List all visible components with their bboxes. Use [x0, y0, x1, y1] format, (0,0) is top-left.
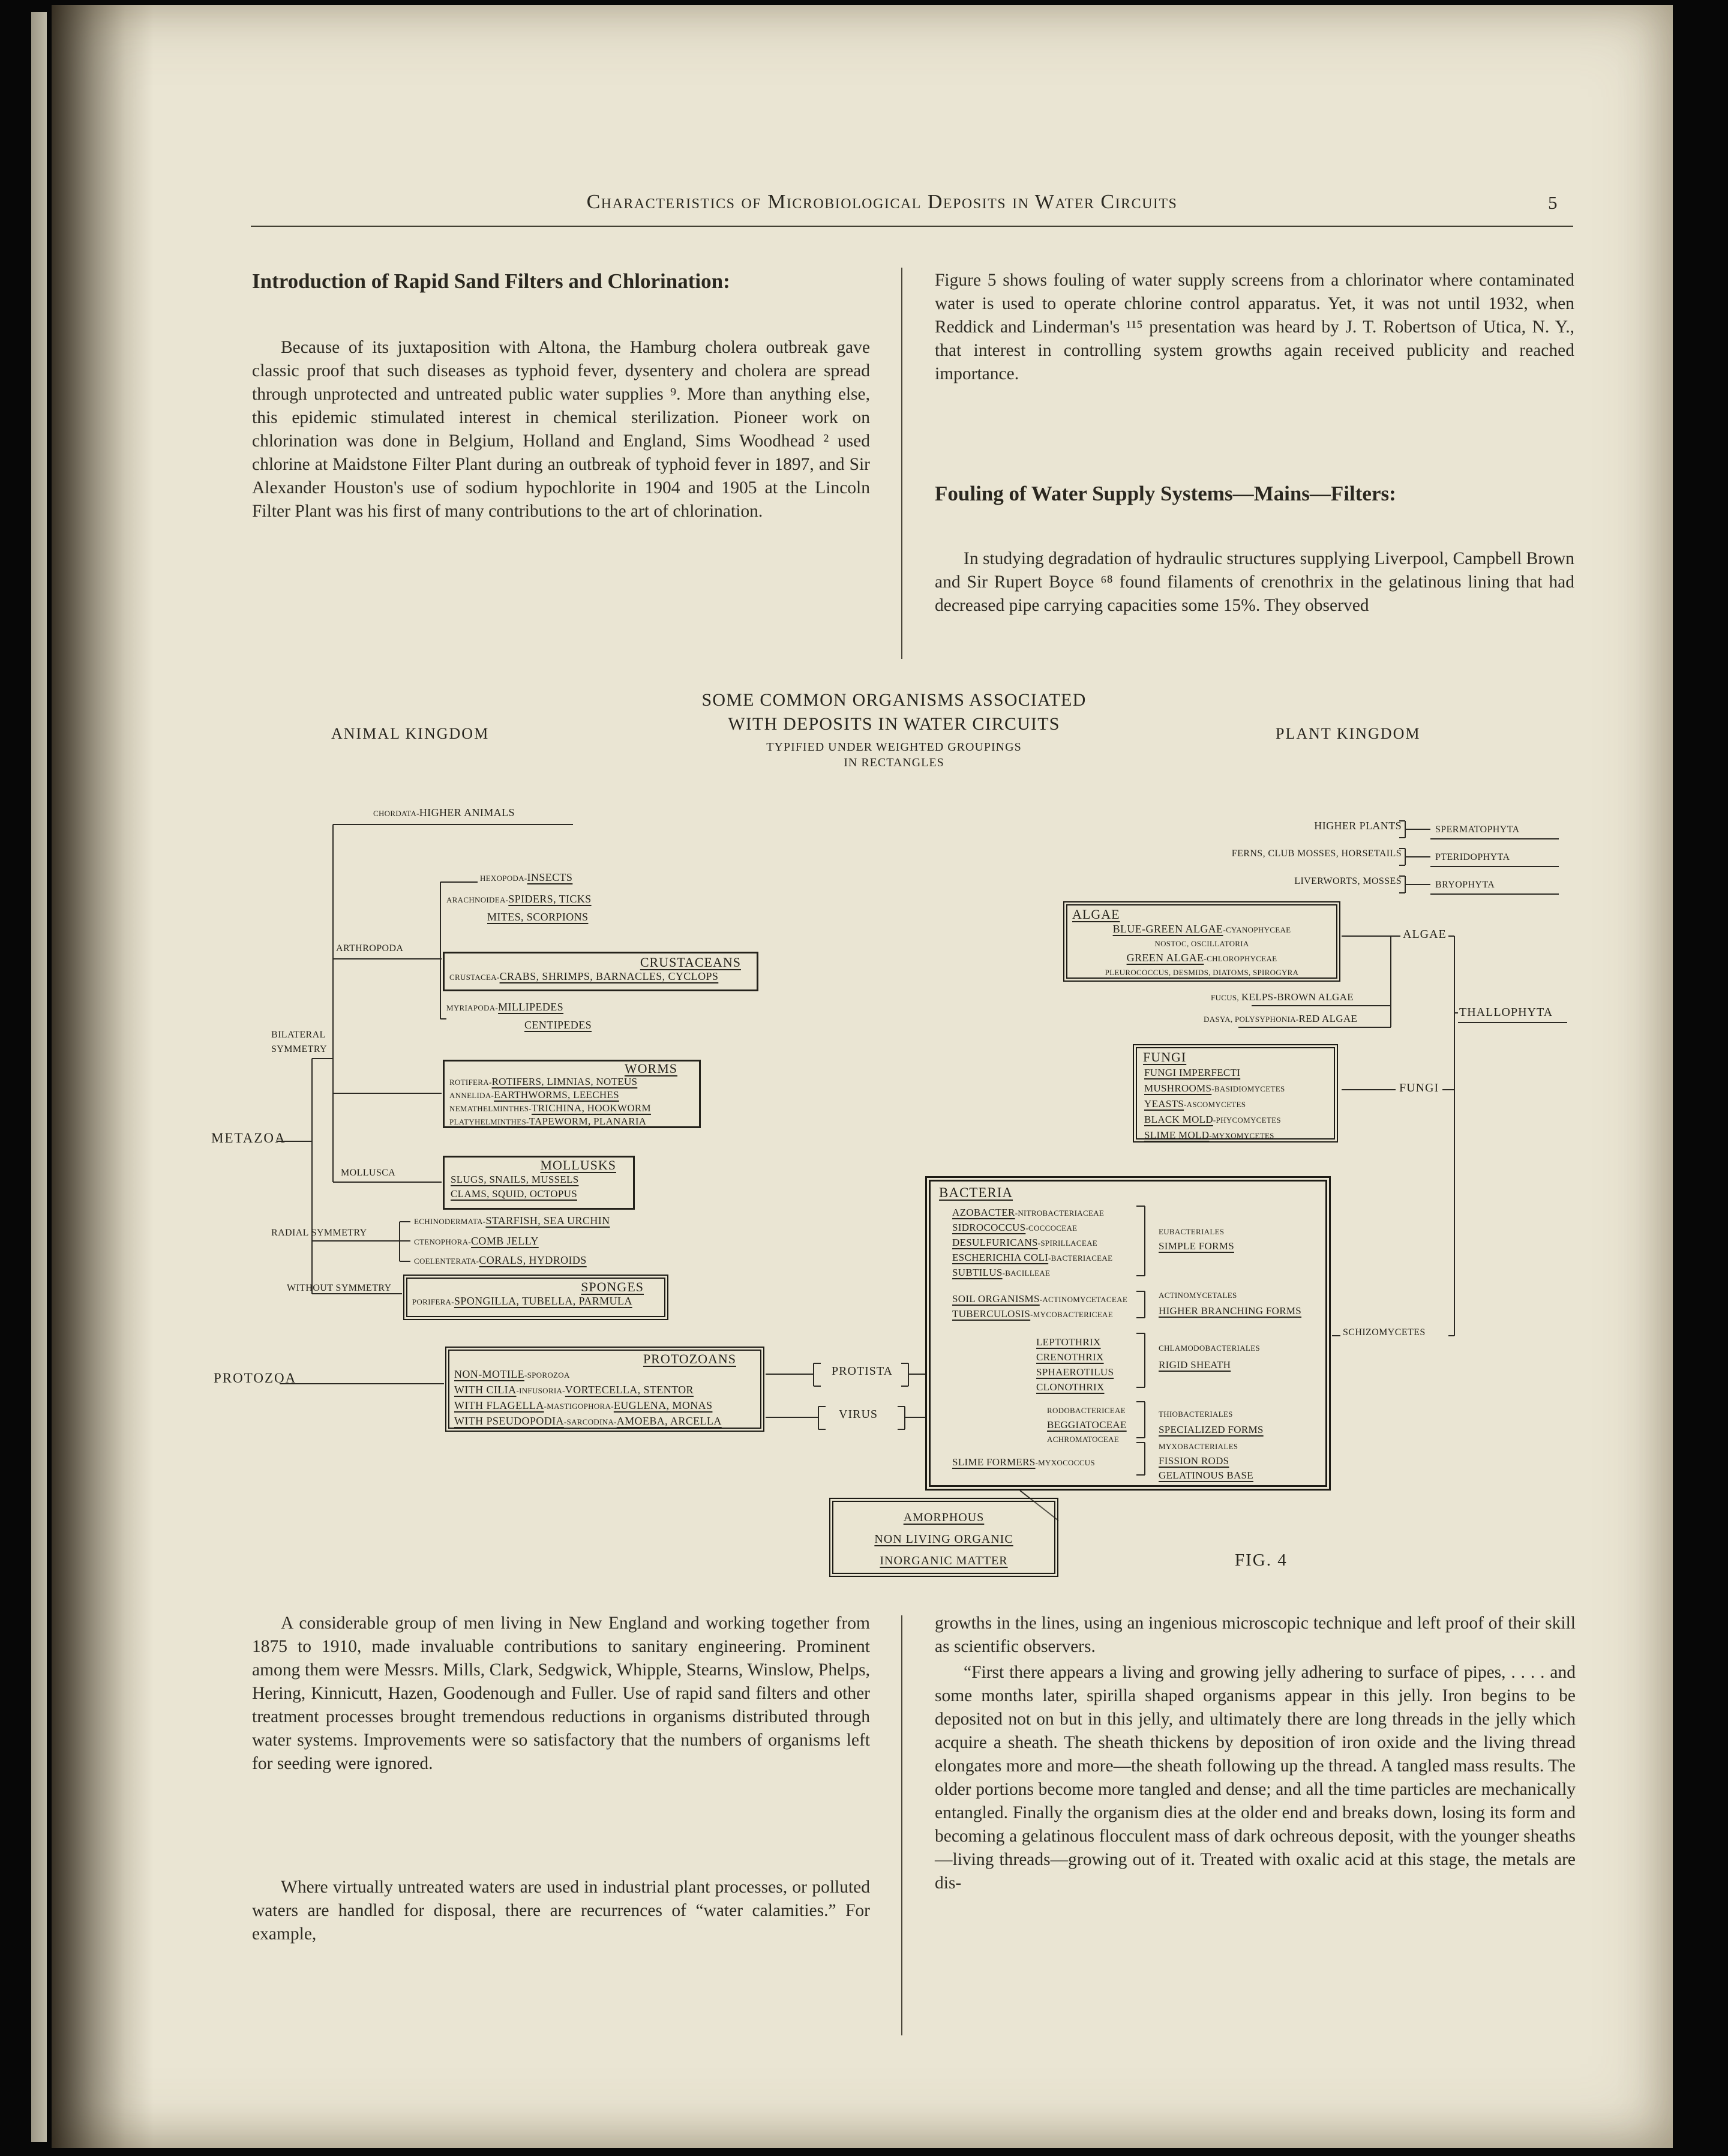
mollusks-row: SLUGS, SNAILS, MUSSELS [451, 1174, 579, 1185]
taxon-name: BLACK MOLD [1144, 1114, 1213, 1125]
arachnida-row2: MITES, SCORPIONS [487, 911, 589, 923]
pteridophyta-label: PTERIDOPHYTA [1435, 852, 1510, 862]
bacteria-group-form: SPECIALIZED FORMS [1159, 1424, 1264, 1435]
algae-row: PLEUROCOCCUS, DESMIDS, DIATOMS, SPIROGYRA [1105, 968, 1299, 977]
schizomycetes-label: SCHIZOMYCETES [1343, 1327, 1426, 1338]
taxon-name: SIDROCOCCUS [952, 1222, 1026, 1233]
higher-plants-label: HIGHER PLANTS [1314, 820, 1402, 832]
algae-row: NOSTOC, OSCILLATORIA [1154, 939, 1249, 948]
column-divider-top [901, 268, 902, 659]
algae-row [1067, 922, 1336, 937]
bacteria-group-form: FISSION RODS [1159, 1455, 1229, 1467]
bacteria-group-name: MYXOBACTERIALES [1159, 1442, 1238, 1451]
taxon-name: SOIL ORGANISMS [952, 1293, 1040, 1305]
figure-subtitle-line1: TYPIFIED UNDER WEIGHTED GROUPINGS [766, 740, 1022, 754]
taxon-name: MILLIPEDES [498, 1001, 564, 1013]
figure-subtitle-line2: IN RECTANGLES [844, 756, 944, 769]
protozoans-title: PROTOZOANS [643, 1351, 736, 1366]
taxon-suffix: -ACTINOMYCETACEAE [1039, 1295, 1128, 1304]
taxon-name: YEASTS [1144, 1098, 1184, 1110]
worms-row [445, 1075, 699, 1089]
taxon-suffix: -SPIRILLACEAE [1037, 1239, 1097, 1248]
figure-title-line2: WITH DEPOSITS IN WATER CIRCUITS [728, 714, 1060, 734]
taxon-name: CORALS, HYDROIDS [479, 1254, 587, 1266]
taxon-name: ROTIFERS, LIMNIAS, NOTEUS [491, 1076, 638, 1087]
arthropoda-label: ARTHROPODA [336, 943, 404, 953]
taxon-prefix: FUCUS, [1211, 993, 1239, 1002]
taxon-prefix: PORIFERA- [412, 1297, 454, 1306]
bacteria-group-name: ACTINOMYCETALES [1159, 1291, 1237, 1300]
protozoans-row [449, 1414, 760, 1429]
taxon-suffix: -INFUSORIA- [516, 1386, 565, 1395]
animal-kingdom-label: ANIMAL KINGDOM [331, 725, 490, 742]
sponges-box [403, 1275, 668, 1320]
taxon-prefix: NEMATHELMINTHES- [449, 1104, 532, 1113]
worms-row [445, 1115, 699, 1128]
thallophyta-label: THALLOPHYTA [1459, 1006, 1553, 1019]
amorphous-line1: AMORPHOUS [903, 1511, 985, 1524]
taxon-name: HIGHER ANIMALS [419, 806, 515, 818]
taxon-suffix: -NITROBACTERIACEAE [1015, 1209, 1105, 1218]
taxon-suffix: -COCCOCEAE [1025, 1224, 1078, 1233]
taxon-name: WITH FLAGELLA [454, 1399, 544, 1411]
taxon-name: BLUE-GREEN ALGAE [1112, 923, 1223, 935]
taxon-prefix: DASYA, POLYSYPHONIA- [1204, 1015, 1299, 1024]
taxon-name: STARFISH, SEA URCHIN [485, 1215, 610, 1227]
taxon-name: WITH PSEUDOPODIA [454, 1415, 564, 1427]
figure5-paragraph: Figure 5 shows fouling of water supply screens from a chlorinator where contaminated water is used to operate chlorine control apparatus. Yet, it was not until 1932, when Reddick and Linderman's ¹¹⁵ presentation was heard by J. T. Robertson of Utica, N. Y., that interest in controlling system growths again received publicity and reached importance. [935, 271, 1574, 383]
myriapoda-row [446, 1001, 563, 1013]
intro-paragraph: Because of its juxtaposition with Altona, the Hamburg cholera outbreak gave classic proof that such diseases as typhoid fever, dysentery and cholera are spread through unprotected and untreated public water supplies ⁹. More than anything else, this epidemic stimulated interest in chemical sterilization. Pioneer work on chlorination was done in Belgium, Holland and England, Sims Woodhead ² used chlorine at Maidstone Filter Plant during an outbreak of typhoid fever in 1897, and Sir Alexander Houston's use of sodium hypochlorite in 1904 and 1905 at the Lincoln Filter Plant was his first of many contributions to the art of chlorination. [252, 338, 870, 521]
taxon-prefix: ROTIFERA- [449, 1078, 492, 1087]
bacteria-group-name: THIOBACTERIALES [1159, 1410, 1233, 1419]
spermatophyta-label: SPERMATOPHYTA [1435, 824, 1520, 835]
figure-caption: FIG. 4 [1235, 1551, 1288, 1570]
bacteria-row [952, 1267, 1050, 1279]
taxon-name: TRICHINA, HOOKWORM [531, 1102, 651, 1114]
protista-label: PROTISTA [832, 1365, 893, 1378]
taxon-name: SPIDERS, TICKS [508, 893, 592, 905]
taxon-prefix: HEXOPODA- [480, 874, 527, 883]
jelly-quote-paragraph: “First there appears a living and growing jelly adhering to surface of pipes, . . . . and some months later, spirilla shaped organisms appear in this jelly. Iron begins to be deposited not on but in this jelly, and ultimately there are long threads in the jelly which acquire a sheath. The sheath thickens by deposition of iron oxide and the living thread elongates more and more—the sheath following up the thread. A tangled mass results. The older portions become more tangled and dense; and all the time particles are mechanically entangled. Finally the organism dies at the older end and breaks down, losing its form and becoming a gelatinous flocculent mass of dark ochreous deposit, with the younger sheaths—living threads—growing out of it. Treated with oxalic acid at this stage, the metals are dis- [935, 1663, 1576, 1893]
algae-row [1067, 950, 1336, 966]
calamities-paragraph: Where virtually untreated waters are used in industrial plant processes, or polluted waters are handled for disposal, there are recurrences of “water calamities.” For example, [252, 1878, 870, 1944]
taxon-prefix: CHORDATA- [373, 809, 419, 818]
bacteria-row [952, 1293, 1127, 1305]
bacteria-row [952, 1308, 1113, 1320]
taxon-name: SPONGILLA, TUBELLA, PARMULA [454, 1295, 632, 1307]
amorphous-line3: INORGANIC MATTER [880, 1554, 1008, 1567]
fungi-row [1137, 1112, 1334, 1128]
taxon-name: AZOBACTER [952, 1207, 1015, 1218]
amorphous-line2: NON LIVING ORGANIC [874, 1533, 1013, 1546]
taxon-name: COMB JELLY [471, 1235, 539, 1247]
bacteria-row: CRENOTHRIX [1036, 1351, 1104, 1363]
bacteria-group-form: HIGHER BRANCHING FORMS [1159, 1305, 1302, 1317]
worms-title: WORMS [624, 1061, 677, 1076]
taxon-name: SLIME MOLD [1144, 1129, 1210, 1141]
taxon-prefix: MYRIAPODA- [446, 1003, 499, 1012]
ferns-label: FERNS, CLUB MOSSES, HORSETAILS [1231, 848, 1402, 859]
intro-heading: Introduction of Rapid Sand Filters and Chlorination: [252, 269, 730, 293]
protozoans-row [449, 1383, 760, 1398]
taxon-suffix: -SARCODINA- [563, 1417, 617, 1426]
bacteria-group-name: CHLAMODOBACTERIALES [1159, 1344, 1260, 1353]
taxon-prefix: CRUSTACEA- [449, 973, 500, 982]
sponges-row [407, 1295, 664, 1308]
taxon-suffix: -MASTIGOPHORA- [544, 1402, 614, 1411]
bacteria-box [925, 1176, 1331, 1491]
protozoans-row [449, 1398, 760, 1414]
page-number: 5 [1548, 192, 1558, 213]
algae-group-label: ALGAE [1403, 928, 1447, 941]
taxon-suffix: -ASCOMYCETES [1184, 1100, 1246, 1109]
bacteria-row: LEPTOTHRIX [1036, 1336, 1101, 1348]
taxon-suffix: -CYANOPHYCEAE [1223, 925, 1291, 934]
taxon-name: FUNGI IMPERFECTI [1144, 1067, 1241, 1078]
bryophyta-label: BRYOPHYTA [1435, 880, 1495, 890]
virus-label: VIRUS [839, 1408, 878, 1421]
arachnida-row [446, 893, 592, 905]
taxon-suffix: -BACTERIACEAE [1048, 1254, 1113, 1263]
algae-title: ALGAE [1072, 907, 1120, 922]
crustaceans-row [445, 970, 757, 983]
taxon-name: SUBTILUS [952, 1267, 1003, 1278]
page-header-title: Characteristics of Microbiological Deposits in Water Circuits [586, 191, 1178, 213]
bacteria-row [952, 1222, 1077, 1234]
newengland-paragraph: A considerable group of men living in New England and working together from 1875 to 1910, made invaluable contributions to sanitary engineering. Prominent among them were Messrs. Mills, Clark, Sedgwick, Whipple, Stearns, Winslow, Phelps, Hering, Kinnicutt, Hazen, Goodenough and Fuller. Use of rapid sand filters and other treatment processes brought tremendous reductions in organisms distributed through water systems. Improvements were so satisfactory that the numbers of organisms left for seeding were ignored. [252, 1614, 870, 1773]
taxon-suffix: -BASIDIOMYCETES [1211, 1084, 1285, 1093]
header-rule [251, 226, 1573, 227]
worms-row [445, 1089, 699, 1102]
taxon-prefix: ANNELIDA- [449, 1091, 494, 1100]
red-algae-row [1204, 1013, 1357, 1025]
protozoa-label: PROTOZOA [214, 1371, 297, 1386]
coelenterata-row [414, 1254, 587, 1267]
taxon-name: DESULFURICANS [952, 1237, 1038, 1248]
myriapoda-row2: CENTIPEDES [524, 1019, 592, 1031]
mollusks-title: MOLLUSKS [540, 1158, 616, 1173]
fungi-row [1137, 1065, 1334, 1081]
taxon-prefix: COELENTERATA- [414, 1257, 479, 1266]
crustaceans-box [443, 952, 758, 991]
bacteria-row: CLONOTHRIX [1036, 1381, 1105, 1393]
taxon-prefix: CTENOPHORA- [414, 1237, 472, 1246]
fungi-group-label: FUNGI [1399, 1081, 1439, 1095]
taxon-name: EARTHWORMS, LEECHES [494, 1089, 619, 1101]
taxon-name: GREEN ALGAE [1126, 952, 1204, 964]
taxon-name2: VORTECELLA, STENTOR [565, 1384, 694, 1396]
taxon-name: TUBERCULOSIS [952, 1308, 1031, 1320]
column-divider-bottom [901, 1615, 902, 2035]
fungi-row [1137, 1081, 1334, 1096]
worms-row [445, 1102, 699, 1115]
fungi-row [1137, 1096, 1334, 1112]
taxon-prefix: PLATYHELMINTHES- [449, 1117, 529, 1126]
bacteria-row [952, 1207, 1104, 1219]
bilateral-symmetry-label-1: BILATERAL [271, 1030, 326, 1040]
taxon-name: TAPEWORM, PLANARIA [529, 1116, 647, 1127]
taxon-name: MUSHROOMS [1144, 1083, 1212, 1094]
insects-row [480, 871, 572, 884]
algae-box [1063, 901, 1340, 982]
metazoa-label: METAZOA [211, 1131, 286, 1146]
chordata-row [373, 806, 515, 819]
fouling-paragraph: In studying degradation of hydraulic structures supplying Liverpool, Campbell Brown and Sir Rupert Boyce ⁶⁸ found filaments of crenothrix in the gelatinous lining that had decreased pipe carrying capacities some 15%. They observed [935, 549, 1574, 615]
taxon-suffix: -MYXOMYCETES [1209, 1131, 1274, 1140]
bacteria-row: RODOBACTERICEAE [1047, 1406, 1126, 1415]
taxon-name: KELPS-BROWN ALGAE [1241, 991, 1354, 1003]
growths-paragraph: growths in the lines, using an ingenious microscopic technique and left proof of their skill as scientific observers. [935, 1614, 1576, 1656]
taxon-suffix: -SPOROZOA [524, 1371, 570, 1380]
echinodermata-row [414, 1215, 610, 1227]
taxon-name: ESCHERICHIA COLI [952, 1252, 1049, 1263]
taxon-name: WITH CILIA [454, 1384, 517, 1396]
plant-kingdom-label: PLANT KINGDOM [1276, 725, 1421, 742]
mollusks-box [443, 1156, 635, 1210]
bilateral-symmetry-label-2: SYMMETRY [271, 1044, 327, 1054]
taxon-name: CRABS, SHRIMPS, BARNACLES, CYCLOPS [499, 970, 719, 982]
taxon-name: NON-MOTILE [454, 1368, 524, 1380]
bacteria-group-name: EUBACTERIALES [1159, 1227, 1225, 1236]
mollusks-row: CLAMS, SQUID, OCTOPUS [451, 1188, 577, 1200]
mollusca-label: MOLLUSCA [341, 1168, 396, 1178]
bacteria-group-form: RIGID SHEATH [1159, 1359, 1231, 1371]
facing-page-edge [31, 12, 47, 2142]
protozoans-row [449, 1367, 760, 1383]
bacteria-row [952, 1237, 1097, 1249]
bacteria-row [952, 1252, 1112, 1264]
protozoans-box [445, 1347, 764, 1432]
taxon-name: INSECTS [527, 871, 573, 883]
taxon-suffix: -BACILLEAE [1002, 1269, 1051, 1278]
taxon-name: SLIME FORMERS [952, 1456, 1036, 1468]
taxon-suffix: -MYXOCOCCUS [1035, 1458, 1095, 1467]
taxon-name2: AMOEBA, ARCELLA [616, 1415, 722, 1427]
bacteria-group-form: SIMPLE FORMS [1159, 1240, 1234, 1252]
taxon-name: RED ALGAE [1298, 1013, 1358, 1024]
taxon-suffix: -CHLOROPHYCEAE [1204, 954, 1277, 963]
book-spine-shadow [52, 5, 154, 2148]
taxon-prefix: ARACHNOIDEA- [446, 895, 509, 904]
bacteria-group-form: GELATINOUS BASE [1159, 1470, 1253, 1481]
bacteria-row: ACHROMATOCEAE [1047, 1435, 1119, 1444]
brown-algae-row [1211, 991, 1354, 1003]
fungi-title: FUNGI [1143, 1049, 1187, 1064]
sponges-title: SPONGES [581, 1279, 644, 1294]
crustaceans-title: CRUSTACEANS [640, 955, 741, 970]
bacteria-row: SPHAEROTILUS [1036, 1366, 1114, 1378]
fungi-row [1137, 1128, 1334, 1143]
taxon-name2: EUGLENA, MONAS [613, 1399, 713, 1411]
ctenophora-row [414, 1235, 539, 1248]
radial-symmetry-label: RADIAL SYMMETRY [271, 1228, 367, 1238]
figure-title-line1: SOME COMMON ORGANISMS ASSOCIATED [701, 690, 1087, 710]
worms-box [443, 1060, 701, 1128]
fouling-heading: Fouling of Water Supply Systems—Mains—Filters: [935, 482, 1396, 505]
liverworts-label: LIVERWORTS, MOSSES [1294, 876, 1402, 886]
bacteria-row [952, 1456, 1095, 1468]
bacteria-row: BEGGIATOCEAE [1047, 1419, 1127, 1431]
without-symmetry-label: WITHOUT SYMMETRY [287, 1283, 392, 1293]
fungi-box [1133, 1044, 1338, 1143]
taxon-suffix: -MYCOBACTERICEAE [1030, 1310, 1113, 1319]
amorphous-box [829, 1498, 1058, 1577]
taxon-prefix: ECHINODERMATA- [414, 1217, 486, 1226]
bacteria-title: BACTERIA [939, 1185, 1013, 1200]
taxon-suffix: -PHYCOMYCETES [1213, 1116, 1281, 1125]
